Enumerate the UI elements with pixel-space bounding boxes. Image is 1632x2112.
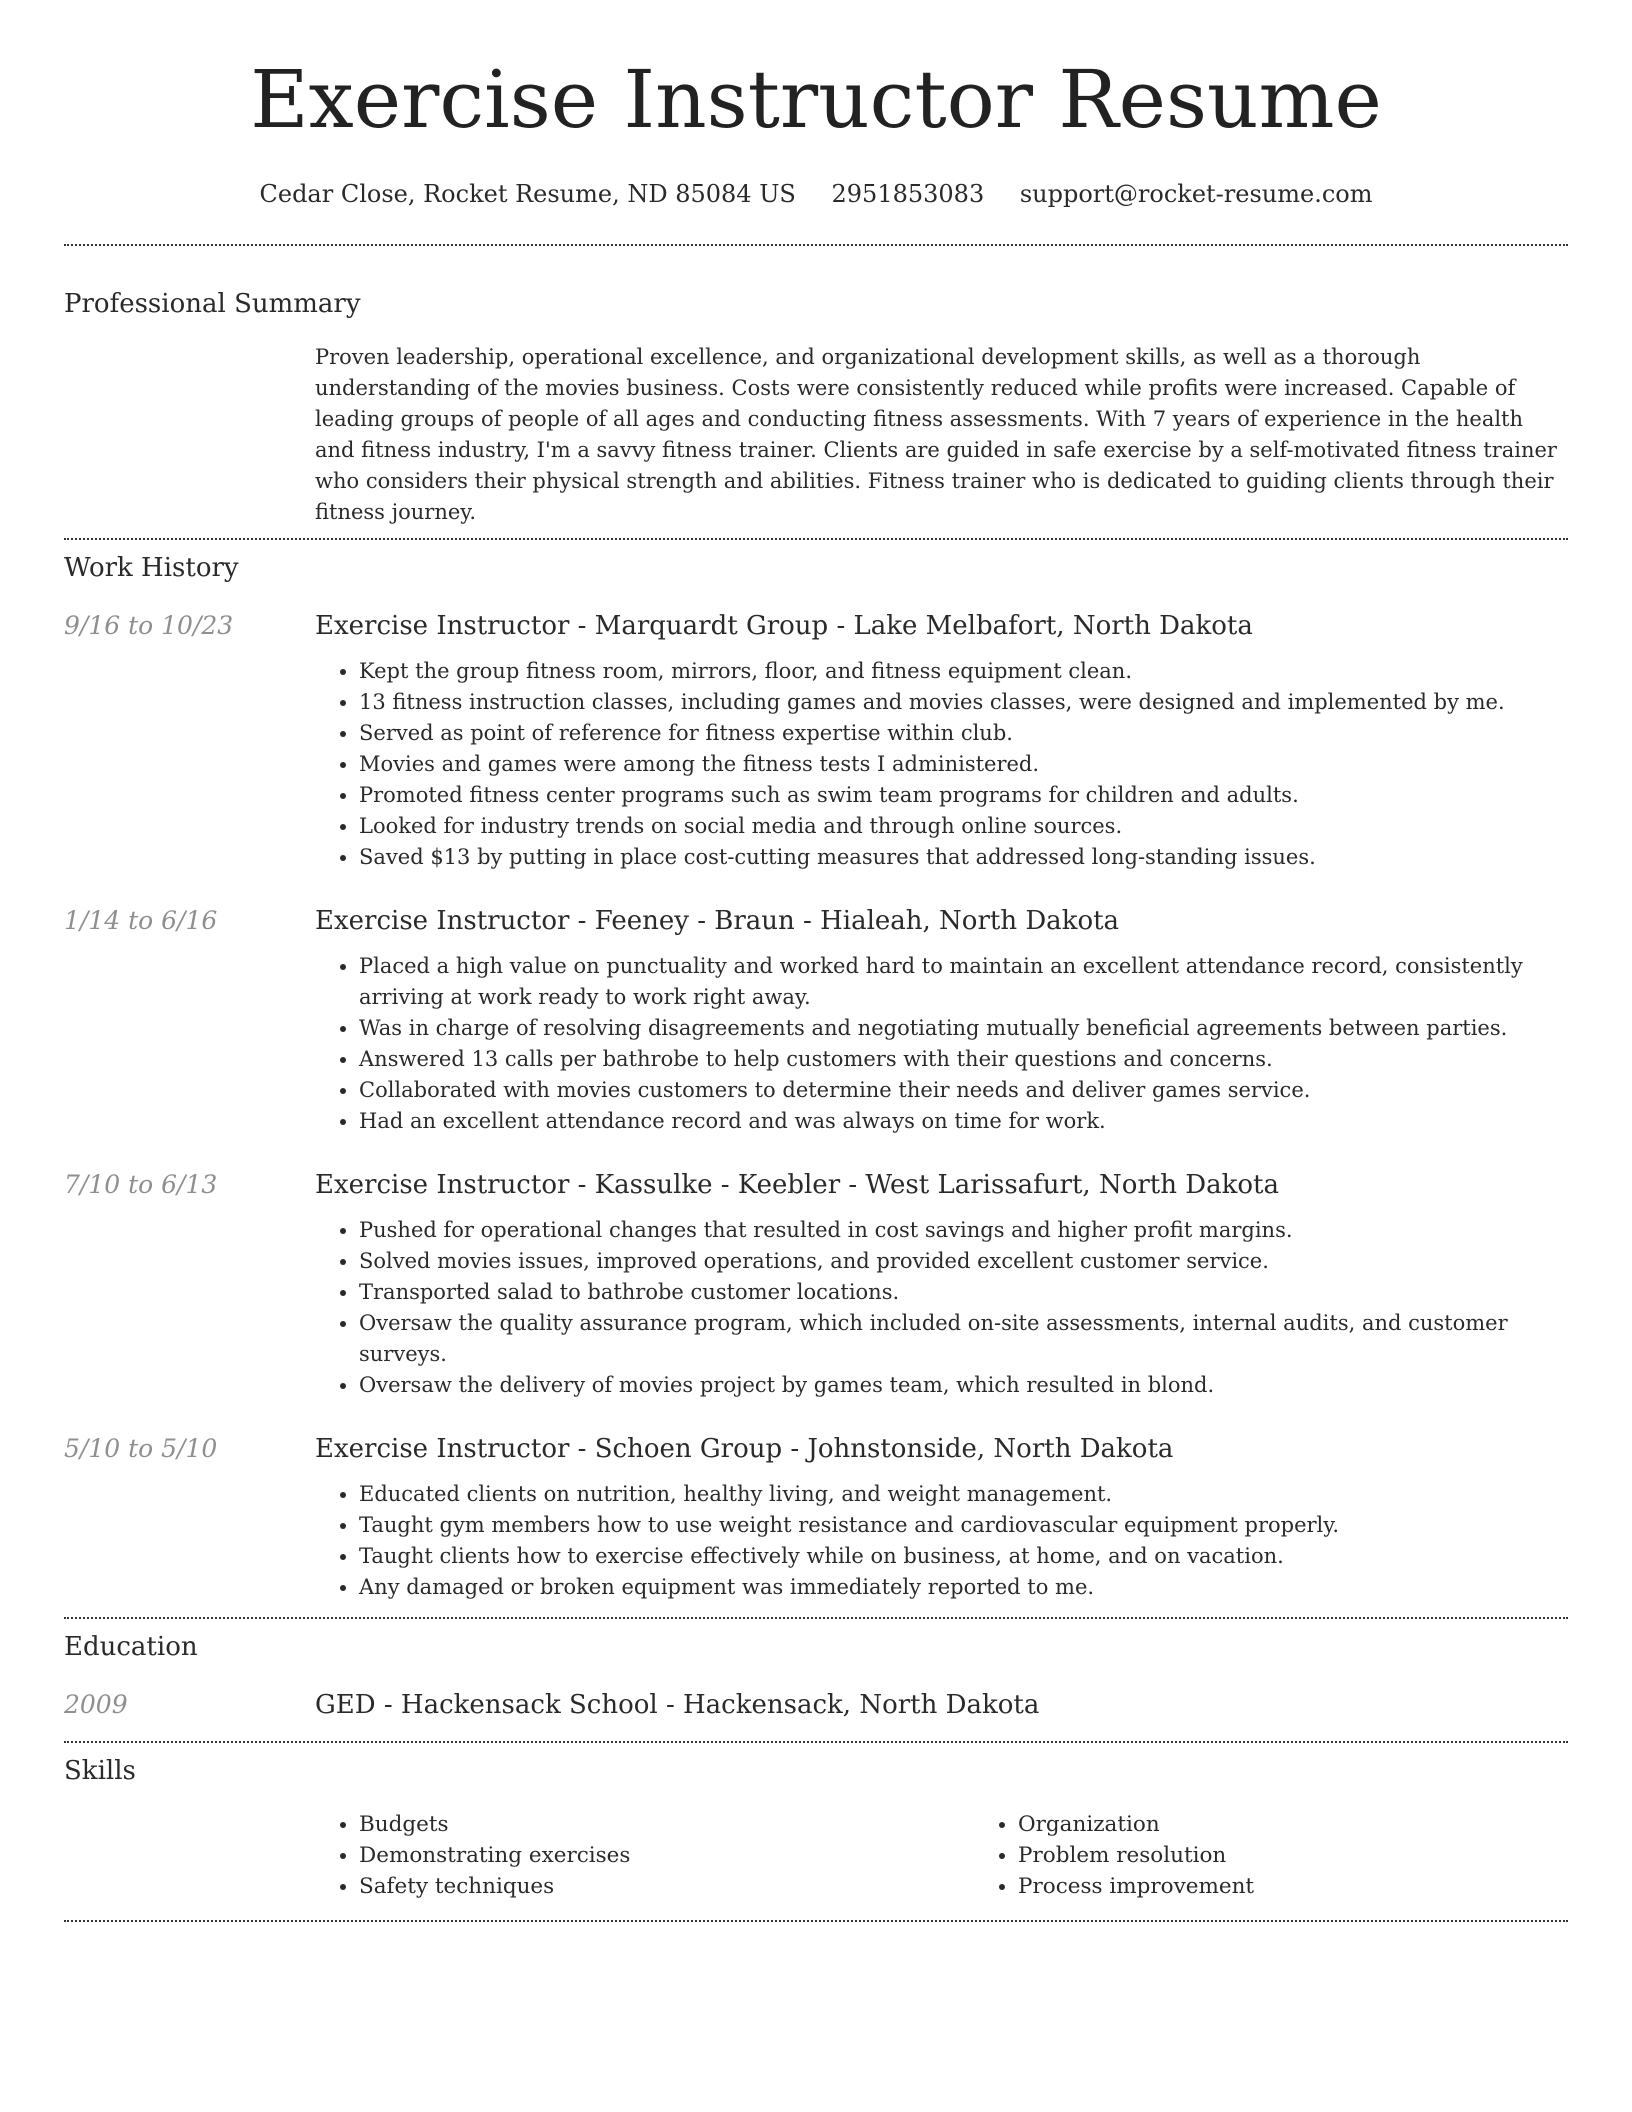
summary-heading: Professional Summary <box>64 289 361 319</box>
list-item: • Placed a high value on punctuality and worked hard to maintain an excellent attendance record, consistently arriving at work ready to work right away. <box>359 951 1568 1013</box>
job-entry <box>64 1433 1568 1603</box>
resume-title: Exercise Instructor Resume <box>250 53 1382 146</box>
contact-address: Cedar Close, Rocket Resume, ND 85084 US <box>259 180 796 208</box>
job-entry <box>64 905 1568 1137</box>
contact-phone: 2951853083 <box>831 180 985 208</box>
list-item: • Transported salad to bathrobe customer locations. <box>359 1277 1568 1308</box>
job-entry <box>64 610 1568 873</box>
job-dates: 1/14 to 6/16 <box>64 906 218 935</box>
work-history-section <box>64 540 1568 1603</box>
list-item: • Oversaw the delivery of movies project by games team, which resulted in blond. <box>359 1370 1568 1401</box>
skills-heading: Skills <box>64 1756 136 1786</box>
list-item: • Collaborated with movies customers to determine their needs and deliver games service. <box>359 1075 1568 1106</box>
skills-list-right <box>974 1809 1632 1902</box>
contact-line <box>64 180 1568 208</box>
skill-item: • Problem resolution <box>1018 1840 1632 1871</box>
job-bullets <box>315 1215 1568 1401</box>
job-dates: 5/10 to 5/10 <box>64 1434 218 1463</box>
list-item: • Promoted fitness center programs such as swim team programs for children and adults. <box>359 780 1568 811</box>
list-item: • Solved movies issues, improved operations, and provided excellent customer service. <box>359 1246 1568 1277</box>
list-item: • Served as point of reference for fitness expertise within club. <box>359 718 1568 749</box>
list-item: • 13 fitness instruction classes, including games and movies classes, were designed and implemented by me. <box>359 687 1568 718</box>
list-item: • Saved $13 by putting in place cost-cutting measures that addressed long-standing issues. <box>359 842 1568 873</box>
list-item: • Any damaged or broken equipment was immediately reported to me. <box>359 1572 1568 1603</box>
education-year: 2009 <box>64 1690 128 1719</box>
skill-item: • Budgets <box>359 1809 974 1840</box>
skills-list-left <box>315 1809 974 1902</box>
list-item: • Looked for industry trends on social media and through online sources. <box>359 811 1568 842</box>
education-section <box>64 1619 1568 1721</box>
job-bullets <box>315 656 1568 873</box>
work-history-heading: Work History <box>64 553 239 583</box>
resume-page <box>64 0 1568 1922</box>
contact-email: support@rocket-resume.com <box>1019 180 1373 208</box>
job-dates: 9/16 to 10/23 <box>64 611 234 640</box>
list-item: • Taught gym members how to use weight resistance and cardiovascular equipment properly. <box>359 1510 1568 1541</box>
list-item: • Educated clients on nutrition, healthy living, and weight management. <box>359 1479 1568 1510</box>
summary-text: Proven leadership, operational excellence, and organizational development skills, as well as a thorough understanding of the movies business. Costs were consistently reduced while profits were increased. Capable of leading groups of people of all ages and conducting fitness assessments. With 7 years of experience in the health and fitness industry, I'm a savvy fitness trainer. Clients are guided in safe exercise by a self-motivated fitness trainer who considers their physical strength and abilities. Fitness trainer who is dedicated to guiding clients through their fitness journey. <box>315 345 1557 524</box>
list-item: • Movies and games were among the fitness tests I administered. <box>359 749 1568 780</box>
skill-item: • Process improvement <box>1018 1871 1632 1902</box>
skill-item: • Organization <box>1018 1809 1632 1840</box>
list-item: • Kept the group fitness room, mirrors, floor, and fitness equipment clean. <box>359 656 1568 687</box>
skill-item: • Demonstrating exercises <box>359 1840 974 1871</box>
job-bullets <box>315 1479 1568 1603</box>
list-item: • Pushed for operational changes that resulted in cost savings and higher profit margins. <box>359 1215 1568 1246</box>
education-heading: Education <box>64 1632 198 1662</box>
list-item: • Taught clients how to exercise effectively while on business, at home, and on vacation. <box>359 1541 1568 1572</box>
job-title: Exercise Instructor - Kassulke - Keebler - West Larissafurt, North Dakota <box>315 1170 1279 1200</box>
job-title: Exercise Instructor - Feeney - Braun - Hialeah, North Dakota <box>315 906 1120 936</box>
list-item: • Had an excellent attendance record and was always on time for work. <box>359 1106 1568 1137</box>
job-title: Exercise Instructor - Marquardt Group - Lake Melbafort, North Dakota <box>315 611 1253 641</box>
job-entry <box>64 1169 1568 1401</box>
education-entry <box>64 1689 1568 1721</box>
list-item: • Oversaw the quality assurance program, which included on-site assessments, internal audits, and customer surveys. <box>359 1308 1568 1370</box>
section-divider <box>64 1920 1568 1922</box>
skill-item: • Safety techniques <box>359 1871 974 1902</box>
job-bullets <box>315 951 1568 1137</box>
summary-section <box>64 246 1568 528</box>
skills-section <box>64 1743 1568 1902</box>
list-item: • Was in charge of resolving disagreements and negotiating mutually beneficial agreements between parties. <box>359 1013 1568 1044</box>
list-item: • Answered 13 calls per bathrobe to help customers with their questions and concerns. <box>359 1044 1568 1075</box>
education-title: GED - Hackensack School - Hackensack, North Dakota <box>315 1690 1040 1720</box>
job-dates: 7/10 to 6/13 <box>64 1170 218 1199</box>
job-title: Exercise Instructor - Schoen Group - Johnstonside, North Dakota <box>315 1434 1174 1464</box>
